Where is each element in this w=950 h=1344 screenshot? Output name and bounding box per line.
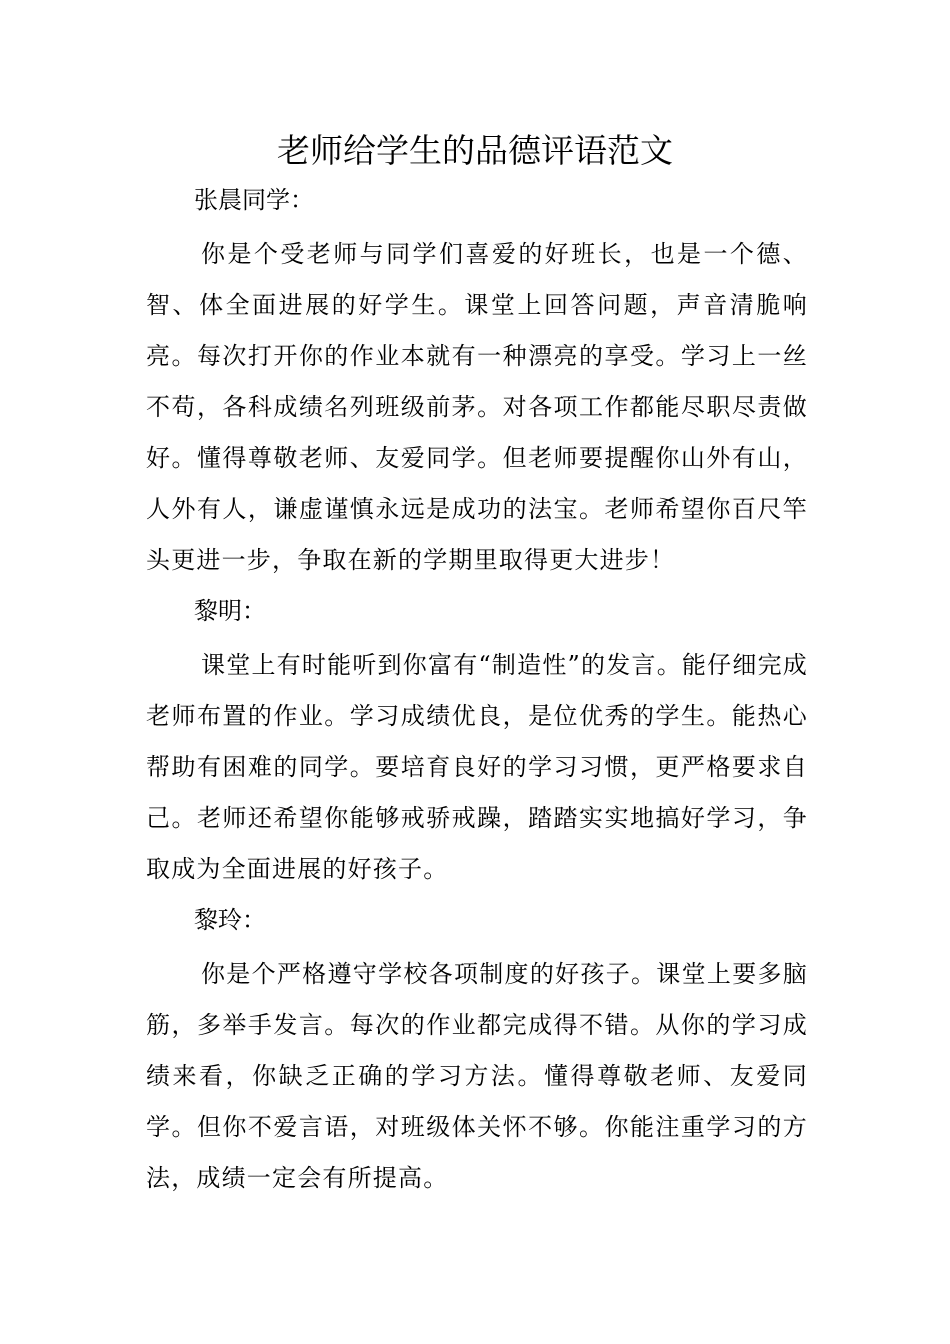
comment-paragraph: 课堂上有时能听到你富有“制造性”的发言。能仔细完成老师布置的作业。学习成绩优良，是位优秀的学生。能热心帮助有困难的同学。要培育良好的学习习惯，更严格要求自己。老师还希望你能够戒骄戒躁，踏踏实实地搞好学习，争取成为全面进展的好孩子。: [146, 651, 808, 883]
student-salutation: 黎玲：: [194, 906, 266, 934]
student-salutation: 黎明：: [194, 597, 266, 625]
document-title: 老师给学生的品德评语范文: [277, 131, 673, 170]
comment-paragraph: 你是个受老师与同学们喜爱的好班长，也是一个德、智、体全面进展的好学生。课堂上回答问题，声音清脆响亮。每次打开你的作业本就有一种漂亮的享受。学习上一丝不苟，各科成绩名列班级前茅。对各项工作都能尽职尽责做好。懂得尊敬老师、友爱同学。但老师要提醒你山外有山，人外有人，谦虚谨慎永远是成功的法宝。老师希望你百尺竿头更进一步，争取在新的学期里取得更大进步！: [146, 240, 808, 574]
comment-paragraph: 你是个严格遵守学校各项制度的好孩子。课堂上要多脑筋，多举手发言。每次的作业都完成得不错。从你的学习成绩来看，你缺乏正确的学习方法。懂得尊敬老师、友爱同学。但你不爱言语，对班级体关怀不够。你能注重学习的方法，成绩一定会有所提高。: [146, 960, 808, 1192]
comment-section: [146, 586, 808, 895]
comment-section: [146, 895, 808, 1204]
comment-section: [146, 175, 808, 586]
document-body: [146, 175, 808, 1204]
student-salutation: 张晨同学：: [194, 186, 314, 214]
